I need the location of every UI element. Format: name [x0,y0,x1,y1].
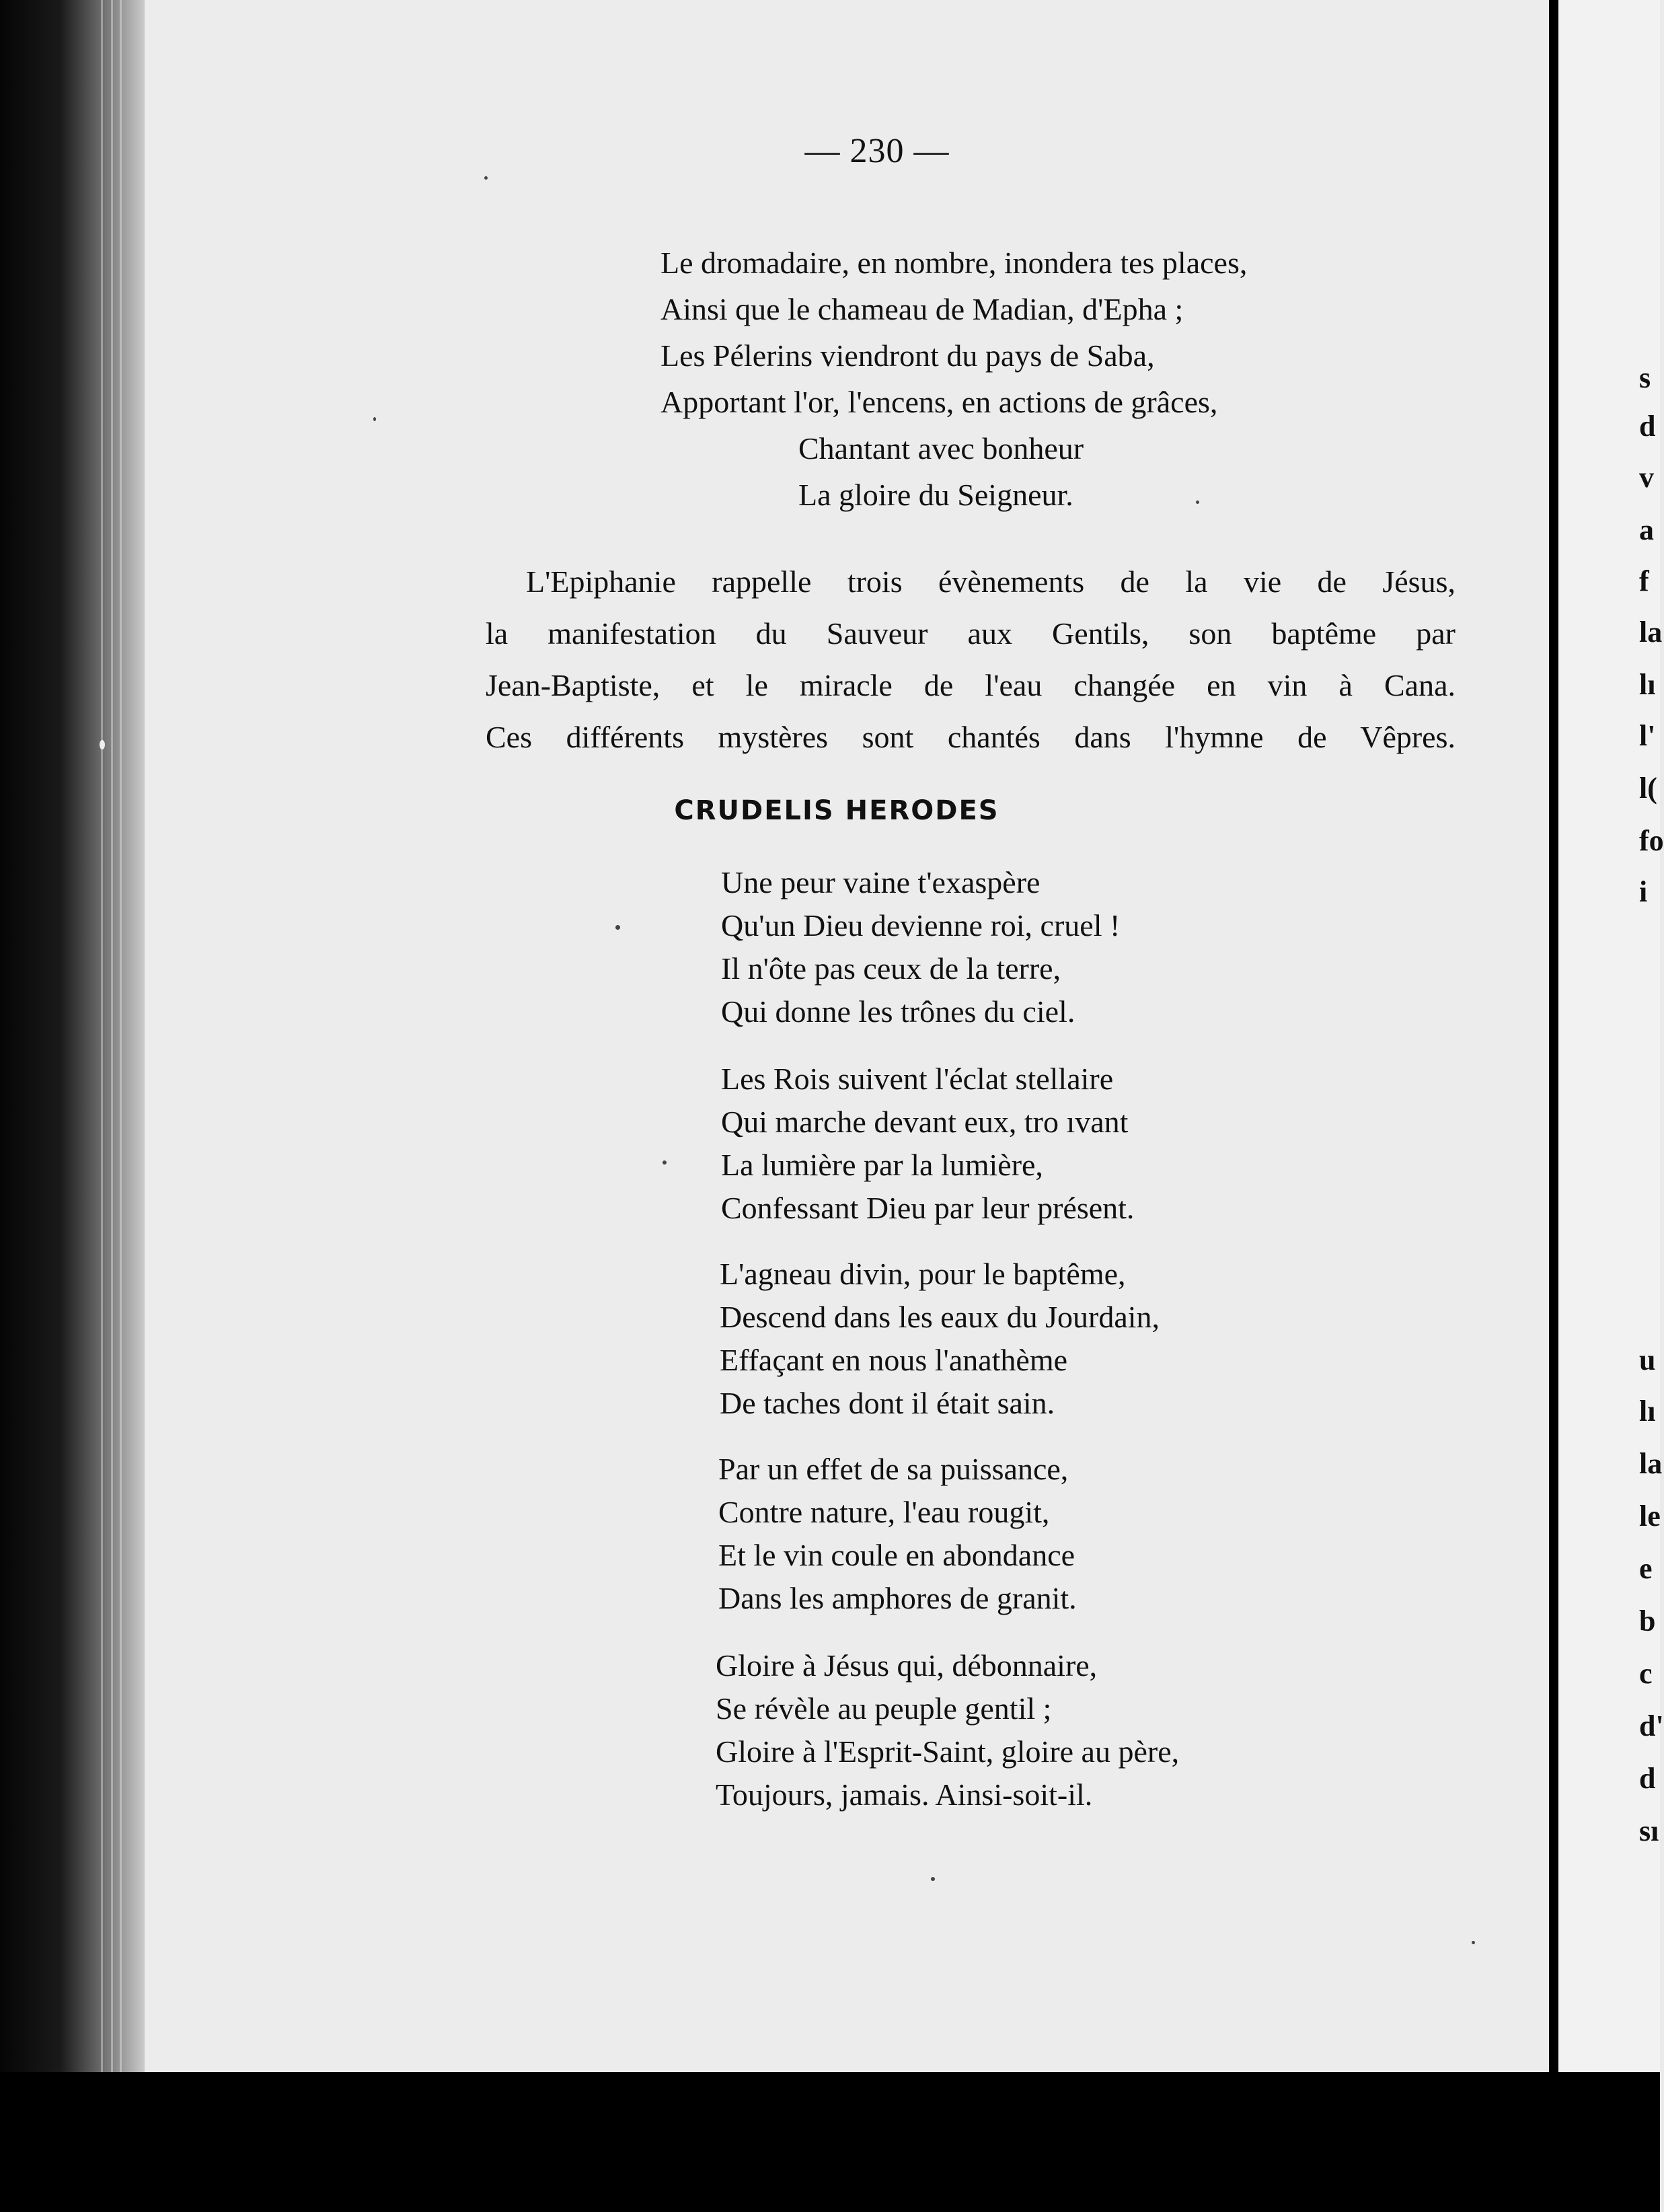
fragment: i [1639,875,1648,908]
hymn-stanza-4 [718,1448,1077,1620]
fragment: la [1639,616,1663,649]
dust-speck [663,1160,667,1165]
fragment: d' [1639,1709,1664,1742]
verse-line: Et le vin coule en abondance [718,1538,1075,1572]
verse-line: Le dromadaire, en nombre, inondera tes places, [660,246,1248,280]
verse-line: Les Pélerins viendront du pays de Saba, [660,338,1155,373]
fragment: le [1639,1500,1661,1533]
verse-line: Par un effet de sa puissance, [718,1452,1069,1486]
paragraph-line: Ces différents mystères sont chantés dans l'hymne de Vêpres. [486,720,1455,754]
paragraph-line: L'Epiphanie rappelle trois évènements de la vie de Jésus, [526,564,1455,599]
hymn-title: CRUDELIS HERODES [674,795,999,826]
page-number: — 230 — [804,132,950,170]
fragment: d [1639,1762,1656,1795]
verse-line: Confessant Dieu par leur présent. [721,1191,1135,1225]
fragment: l' [1639,719,1656,752]
fragment: c [1639,1657,1653,1690]
verse-line: Ainsi que le chameau de Madian, d'Epha ; [660,292,1184,326]
hymn-stanza-1 [721,861,1120,1033]
verse-line: Descend dans les eaux du Jourdain, [720,1300,1160,1334]
dust-speck [373,417,376,421]
scan-bottom-edge [0,2072,1660,2212]
verse-line: Apportant l'or, l'encens, en actions de grâces, [660,385,1218,419]
paragraph-line: Jean-Baptiste, et le miracle de l'eau changée en vin à Cana. [486,668,1455,702]
fragment: la [1639,1447,1663,1480]
fragment: lı [1639,668,1656,701]
verse-line: Il n'ôte pas ceux de la terre, [721,951,1061,986]
dust-speck [484,176,488,180]
fragment: v [1639,461,1654,494]
fragment: lı [1639,1395,1656,1428]
fragment: u [1639,1343,1656,1376]
verse-line: Une peur vaine t'exaspère [721,865,1041,899]
hymn-stanza-3 [720,1253,1160,1425]
hymn-stanza-5 [716,1644,1179,1816]
verse-line: Gloire à Jésus qui, débonnaire, [716,1648,1098,1683]
verse-line: La gloire du Seigneur. [798,478,1073,512]
verse-line: Qui marche devant eux, tro ıvant [721,1105,1129,1139]
paragraph-line: la manifestation du Sauveur aux Gentils, son baptême par [486,616,1455,651]
verse-line: Effaçant en nous l'anathème [720,1343,1068,1377]
fragment: f [1639,564,1649,597]
fragment: b [1639,1605,1656,1637]
dust-speck [931,1877,935,1881]
hymn-stanza-2 [721,1058,1134,1230]
dust-speck [615,925,620,930]
verse-line: Se révèle au peuple gentil ; [716,1691,1052,1726]
page-gutter [1549,0,1558,2072]
opening-verse [660,239,1247,518]
verse-line: La lumière par la lumière, [721,1148,1043,1182]
verse-line: Gloire à l'Esprit-Saint, gloire au père, [716,1734,1180,1769]
verse-line: Contre nature, l'eau rougit, [718,1495,1050,1529]
scan-left-edge [0,0,151,2212]
epiphany-paragraph [486,556,1455,763]
fragment: d [1639,410,1656,443]
adjacent-page-edge [1558,0,1664,2072]
verse-line: De taches dont il était sain. [720,1386,1055,1420]
dust-speck [1472,1941,1475,1944]
verse-line: Dans les amphores de granit. [718,1581,1077,1615]
fragment: e [1639,1552,1653,1585]
verse-line: Toujours, jamais. Ainsi-soit-il. [716,1777,1093,1812]
fragment: a [1639,513,1654,546]
verse-line: Chantant avec bonheur [798,431,1084,466]
verse-line: L'agneau divin, pour le baptême, [720,1257,1126,1291]
fragment: sı [1639,1814,1659,1847]
fragment: fo [1639,824,1664,857]
fragment: s [1639,361,1651,394]
verse-line: Les Rois suivent l'éclat stellaire [721,1062,1114,1096]
fragment: l( [1639,772,1657,805]
verse-line: Qui donne les trônes du ciel. [721,994,1075,1029]
verse-line: Qu'un Dieu devienne roi, cruel ! [721,908,1121,943]
dust-speck [100,740,105,749]
